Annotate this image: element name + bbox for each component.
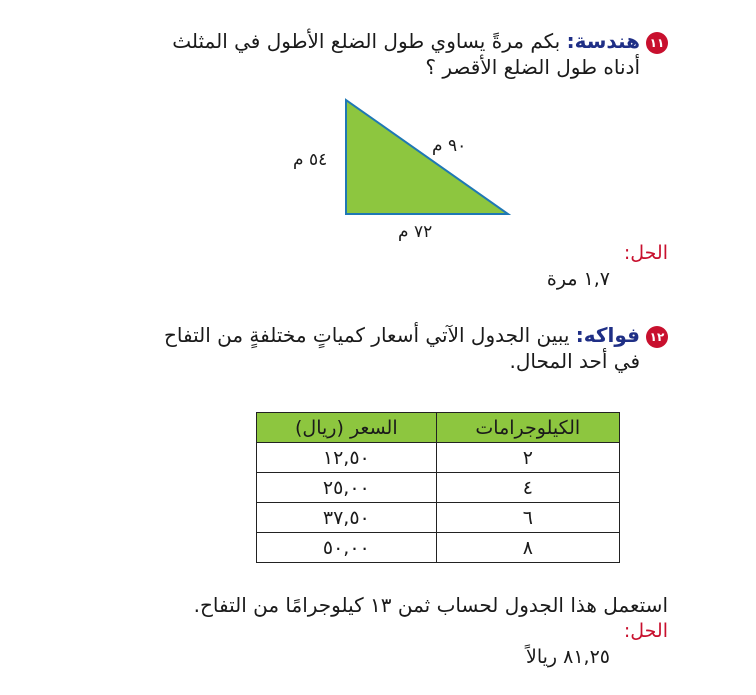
question-text: بكم مرةً يساوي طول الضلع الأطول في المثلث	[172, 29, 561, 53]
solution-label: الحل:	[623, 620, 668, 642]
cell-kilograms: ٦	[436, 503, 619, 533]
question-12-line-1	[108, 322, 668, 348]
question-tag: هندسة:	[566, 29, 640, 53]
cell-price: ٥٠,٠٠	[257, 533, 437, 563]
question-12-line-2: في أحد المحال.	[509, 349, 640, 373]
cell-price: ٣٧,٥٠	[257, 503, 437, 533]
side-label-left: ٥٤ م	[293, 150, 328, 170]
cell-price: ١٢,٥٠	[257, 443, 437, 473]
question-tag: فواكه:	[575, 323, 640, 347]
table-row	[257, 503, 620, 533]
question-11-line-1	[108, 28, 668, 54]
table-header-row	[257, 413, 620, 443]
table-row	[257, 533, 620, 563]
side-label-bottom: ٧٢ م	[398, 222, 433, 242]
question-text: يبين الجدول الآتي أسعار كمياتٍ مختلفةٍ من التفاح	[163, 323, 570, 347]
question-11	[108, 28, 668, 80]
solution-label: الحل:	[623, 242, 668, 264]
cell-kilograms: ٤	[436, 473, 619, 503]
cell-price: ٢٥,٠٠	[257, 473, 437, 503]
side-label-hypotenuse: ٩٠ م	[432, 136, 467, 156]
question-number-badge: ١٢	[646, 326, 668, 348]
cell-kilograms: ٨	[436, 533, 619, 563]
question-number-badge: ١١	[646, 32, 668, 54]
solution-value: ٨١,٢٥ ريالاً	[525, 646, 610, 668]
table-row	[257, 443, 620, 473]
solution-value: ١,٧ مرة	[546, 268, 610, 290]
question-11-line-2: أدناه طول الضلع الأقصر ؟	[425, 55, 640, 79]
price-table	[256, 412, 620, 563]
table-row	[257, 473, 620, 503]
right-triangle	[346, 100, 508, 214]
header-kilograms: الكيلوجرامات	[436, 413, 619, 443]
header-price: السعر (ريال)	[257, 413, 437, 443]
question-12-instruction	[108, 592, 668, 618]
cell-kilograms: ٢	[436, 443, 619, 473]
instruction-text: استعمل هذا الجدول لحساب ثمن ١٣ كيلوجرامًا من التفاح.	[193, 593, 668, 617]
question-12	[108, 322, 668, 374]
